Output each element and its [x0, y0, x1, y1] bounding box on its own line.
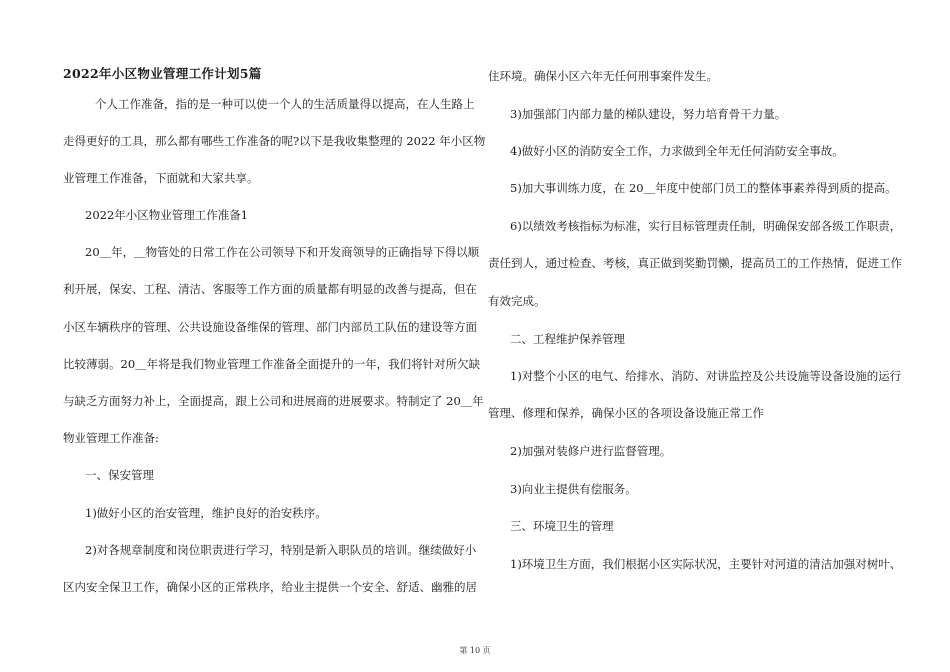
paragraph-line: 3)向业主提供有偿服务。	[510, 482, 637, 496]
paragraph-line: 1)对整个小区的电气、给排水、消防、对讲监控及公共设施等设备设施的运行	[510, 369, 902, 383]
paragraph-line: 住环境。确保小区六年无任何刑事案件发生。	[488, 69, 718, 83]
paragraph-line: 4)做好小区的消防安全工作，力求做到全年无任何消防安全事故。	[510, 144, 844, 158]
page-number: 第 10 页	[459, 646, 491, 655]
paragraph-line: 与缺乏方面努力补上，全面提高，跟上公司和进展商的进展要求。特制定了 20＿年	[63, 394, 484, 408]
paragraph-line: 利开展，保安、工程、清洁、客服等工作方面的质量都有明显的改善与提高，但在	[63, 282, 477, 296]
paragraph-line: 管理、修理和保养，确保小区的各项设备设施正常工作	[488, 406, 764, 420]
paragraph-line: 责任到人，通过检查、考核，真正做到奖勤罚懒，提高员工的工作热情，促进工作	[488, 256, 902, 270]
paragraph-line: 走得更好的工具，那么都有哪些工作准备的呢?以下是我收集整理的 2022 年小区物	[63, 134, 486, 148]
paragraph-line: 业管理工作准备，下面就和大家共享。	[63, 171, 259, 185]
paragraph-line: 6)以绩效考核指标为标准，实行目标管理责任制，明确保安部各级工作职责，	[510, 219, 902, 233]
paragraph-line: 1)做好小区的治安管理，维护良好的治安秩序。	[85, 506, 327, 520]
section-heading: 二、工程维护保养管理	[510, 332, 625, 346]
paragraph-line: 1)环境卫生方面，我们根据小区实际状况，主要针对河道的清洁加强对树叶、	[510, 557, 902, 571]
paragraph-line: 区内安全保卫工作，确保小区的正常秩序，给业主提供一个安全、舒适、幽雅的居	[63, 580, 477, 594]
paragraph-line: 小区车辆秩序的管理、公共设施设备维保的管理、部门内部员工队伍的建设等方面	[63, 320, 477, 334]
document-title: 2022年小区物业管理工作计划5篇	[63, 66, 262, 81]
paragraph-line: 5)加大事训练力度，在 20＿年度中使部门员工的整体事素养得到质的提高。	[510, 181, 897, 195]
section-heading: 一、保安管理	[85, 468, 154, 482]
paragraph-line: 物业管理工作准备:	[63, 431, 159, 445]
paragraph-line: 比较薄弱。20＿年将是我们物业管理工作准备全面提升的一年，我们将针对所欠缺	[63, 357, 481, 371]
paragraph-line: 2)加强对装修户进行监督管理。	[510, 444, 672, 458]
paragraph-line: 个人工作准备，指的是一种可以使一个人的生活质量得以提高，在人生路上	[95, 97, 475, 111]
paragraph-line: 3)加强部门内部力量的梯队建设，努力培育骨干力量。	[510, 107, 787, 121]
paragraph-line: 2)对各规章制度和岗位职责进行学习，特别是新入职队员的培训。继续做好小	[85, 543, 477, 557]
section-heading: 2022年小区物业管理工作准备1	[85, 208, 249, 222]
section-heading: 三、环境卫生的管理	[510, 519, 614, 533]
paragraph-line: 有效完成。	[488, 294, 546, 308]
paragraph-line: 20＿年，＿物管处的日常工作在公司领导下和开发商领导的正确指导下得以顺	[85, 245, 480, 259]
